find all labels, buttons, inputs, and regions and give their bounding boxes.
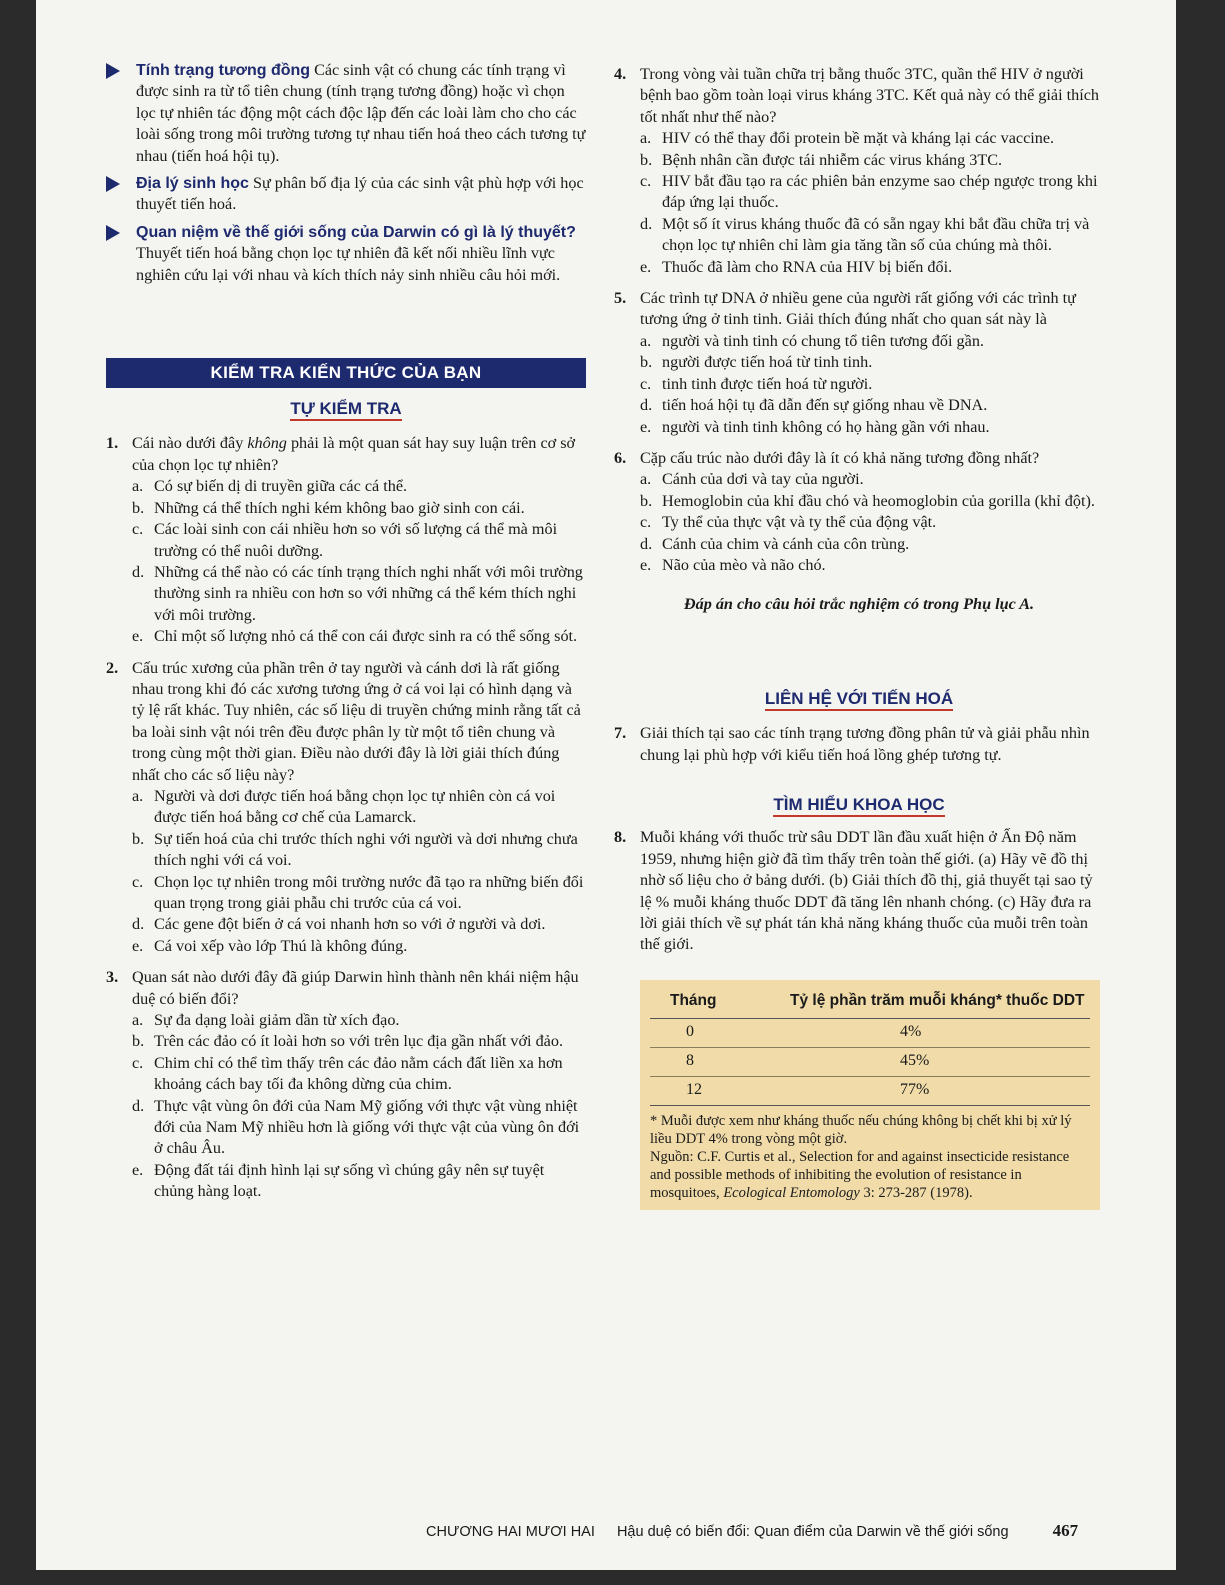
answer-option: b. Trên các đảo có ít loài hơn so với trên lục địa gần nhất với đảo. [132,1032,563,1051]
question-3: 3. Quan sát nào dưới đây đã giúp Darwin hình thành nên khái niệm hậu duệ có biến đổi? a. Sự đa dạng loài giảm dần từ xích đạo. b. Trên các đảo có ít loài hơn so với trên lục địa gần nhất với đảo. c. Chim chỉ có thể tìm thấy trên các đảo nằm cách đất liền xa hơn khoảng cách bay tối đa không dừng của chim. d. Thực vật vùng ôn đới của Nam Mỹ giống với thực vật vùng nhiệt đới của Nam Mỹ nhiều hơn là giống với thực vật của vùng ôn đới ở châu Âu. e. Động đất tái định hình lại sự sống vì chúng gây nên sự tuyệt chủng hàng loạt. [106,967,586,1202]
answer-option: e. Não của mèo và não chó. [640,555,826,574]
cell-month: 12 [650,1076,790,1105]
bullet-triangle-icon [106,225,120,241]
cell-percent: 77% [790,1076,1090,1105]
answer-option: c. HIV bắt đầu tạo ra các phiên bản enzyme sao chép ngược trong khi đáp ứng lại thuốc. [640,172,1098,212]
answer-option: b. Hemoglobin của khỉ đầu chó và heomoglobin của gorilla (khỉ đột). [640,491,1095,510]
section-heading-self-test: TỰ KIỂM TRA [106,398,586,419]
answer-option: a. Có sự biến dị di truyền giữa các cá thể. [132,477,408,496]
question-4: 4. Trong vòng vài tuần chữa trị bằng thuốc 3TC, quần thể HIV ở người bệnh bao gồm toàn loại virus kháng 3TC. Kết quả này có thể giải thích tốt nhất như thế nào? a. HIV có thể thay đổi protein bề mặt và kháng lại các vaccine. b. Bệnh nhân cần được tái nhiễm các virus kháng 3TC. c. HIV bắt đầu tạo ra các phiên bản enzyme sao chép ngược trong khi đáp ứng lại thuốc. d. Một số ít virus kháng thuốc đã có sẵn ngay khi bắt đầu chữa trị và chọn lọc tự nhiên chỉ làm gia tăng tần số của chúng mà thôi. e. Thuốc đã làm cho RNA của HIV bị biến đổi. [614,64,1104,278]
answer-option: e. Thuốc đã làm cho RNA của HIV bị biến đổi. [640,257,953,276]
answer-option: b. Bệnh nhân cần được tái nhiễm các virus kháng 3TC. [640,150,1003,169]
answer-option: c. tinh tinh được tiến hoá từ người. [640,374,873,393]
answer-option: c. Chim chỉ có thể tìm thấy trên các đảo nằm cách đất liền xa hơn khoảng cách bay tối đa không dừng của chim. [132,1053,563,1094]
answer-option: b. Những cá thể thích nghi kém không bao giờ sinh con cái. [132,498,525,517]
page-number: 467 [1052,1521,1079,1540]
summary-heading: Địa lý sinh học [136,175,249,193]
answer-option: c. Chọn lọc tự nhiên trong môi trường nước đã tạo ra những biến đổi quan trọng trong giải phẫu chi trước của cá voi. [132,872,584,912]
question-stem: Muỗi kháng với thuốc trừ sâu DDT lần đầu xuất hiện ở Ấn Độ năm 1959, nhưng hiện giờ đã tìm thấy trên toàn thế giới. (a) Hãy vẽ đồ thị nhờ số liệu cho ở bảng dưới. (b) Giải thích đồ thị, giả thuyết tại sao tỷ lệ % muỗi kháng thuốc DDT đã tăng lên nhanh chóng. (c) Hãy đưa ra lời giải thích về sự phát tán khả năng kháng thuốc của muỗi trên toàn thế giới. [640,828,1093,954]
column-header-percent: Tỷ lệ phần trăm muỗi kháng* thuốc DDT [790,988,1090,1019]
cell-percent: 45% [790,1047,1090,1076]
answer-option: c. Các loài sinh con cái nhiều hơn so với số lượng cá thể mà môi trường có thể nuôi dưỡng. [132,520,558,560]
answer-key-note: Đáp án cho câu hỏi trắc nghiệm có trong Phụ lục A. [683,595,1035,614]
bullet-triangle-icon [106,176,120,192]
question-stem: Quan sát nào dưới đây đã giúp Darwin hình thành nên khái niệm hậu duệ có biến đổi? [132,968,579,1008]
answer-option: b. Sự tiến hoá của chi trước thích nghi với người và dơi nhưng chưa thích nghi với cá voi. [132,829,578,870]
answer-option: d. Thực vật vùng ôn đới của Nam Mỹ giống với thực vật vùng nhiệt đới của Nam Mỹ nhiều hơn là giống với thực vật của vùng ôn đới ở châu Âu. [132,1096,580,1158]
table-source: Nguồn: C.F. Curtis et al., Selection for and against insecticide resistance and possible methods of inhibiting the evolution of resistance in mosquitoes, Ecological Entomology 3: 273-287 (1978). [650,1148,1070,1201]
question-2: 2. Cấu trúc xương của phần trên ở tay người và cánh dơi là rất giống nhau trong khi đó các xương tương ứng ở cá voi lại có hình dạng và tỷ lệ rất khác. Tuy nhiên, các số liệu di truyền chứng minh rằng tất cả ba loài sinh vật nói trên đều được phân ly từ một tổ tiên chung và trong cùng một thời gian. Điều nào dưới đây là lời giải thích đúng nhất cho các số liệu này? a. Người và dơi được tiến hoá bằng chọn lọc tự nhiên còn cá voi được tiến hoá bằng cơ chế của Lamarck. b. Sự tiến hoá của chi trước thích nghi với người và dơi nhưng chưa thích nghi với cá voi. c. Chọn lọc tự nhiên trong môi trường nước đã tạo ra những biến đổi quan trọng trong giải phẫu chi trước của cá voi. d. Các gene đột biến ở cá voi nhanh hơn so với ở người và dơi. e. Cá voi xếp vào lớp Thú là không đúng. [106,658,586,958]
question-stem: Cấu trúc xương của phần trên ở tay người và cánh dơi là rất giống nhau trong khi đó các xương tương ứng ở cá voi lại có hình dạng và tỷ lệ rất khác. Tuy nhiên, các số liệu di truyền chứng minh rằng tất cả ba loài sinh vật nói trên đều được phân ly từ một tổ tiên chung và trong cùng một thời gian. Điều nào dưới đây là lời giải thích đúng nhất cho các số liệu này? [132,658,581,784]
answer-option: a. Cánh của dơi và tay của người. [640,470,864,489]
question-stem: Cái nào dưới đây không phải là một quan sát hay suy luận trên cơ sở của chọn lọc tự nhiên? [132,434,576,474]
answer-option: d. Các gene đột biến ở cá voi nhanh hơn so với ở người và dơi. [132,915,546,934]
summary-item [106,60,586,167]
answer-option: b. người được tiến hoá từ tinh tinh. [640,353,873,372]
cell-month: 8 [650,1047,790,1076]
column-header-month: Tháng [650,988,790,1019]
question-stem: Trong vòng vài tuần chữa trị bằng thuốc 3TC, quần thể HIV ở người bệnh bao gồm toàn loại virus kháng 3TC. Kết quả này có thể giải thích tốt nhất như thế nào? [640,65,1099,126]
answer-option: a. Sự đa dạng loài giảm dần từ xích đạo. [132,1011,400,1030]
ddt-resistance-table-box [640,980,1100,1210]
table-row [650,1018,1090,1047]
question-list-left [106,433,586,1202]
summary-list [106,60,586,286]
question-stem: Giải thích tại sao các tính trạng tương đồng phân tử và giải phẫu nhìn chung lại phù hợp với kiểu tiến hoá lồng ghép tương tự. [640,724,1090,764]
question-5: 5. Các trình tự DNA ở nhiều gene của người rất giống với các trình tự tương ứng ở tinh tinh. Giải thích đúng nhất cho quan sát này là a. người và tinh tinh có chung tổ tiên tương đối gần. b. người được tiến hoá từ tinh tinh. c. tinh tinh được tiến hoá từ người. d. tiến hoá hội tụ đã dẫn đến sự giống nhau về DNA. e. người và tinh tinh không có họ hàng gần với nhau. [614,288,1104,438]
answer-option: a. Người và dơi được tiến hoá bằng chọn lọc tự nhiên còn cá voi được tiến hoá bằng cơ chế của Lamarck. [132,786,556,827]
answer-option: d. Cánh của chim và cánh của côn trùng. [640,534,910,553]
answer-option: c. Ty thể của thực vật và ty thể của động vật. [640,513,937,532]
answer-option: e. người và tinh tinh không có họ hàng gần với nhau. [640,417,990,436]
summary-item [106,173,586,216]
answer-option: a. HIV có thể thay đổi protein bề mặt và kháng lại các vaccine. [640,129,1055,148]
answer-option: d. Một số ít virus kháng thuốc đã có sẵn ngay khi bắt đầu chữa trị và chọn lọc tự nhiên chỉ làm gia tăng tần số của chúng mà thôi. [640,214,1090,255]
ddt-resistance-table [650,988,1090,1106]
question-list-right [614,64,1104,576]
answer-option: e. Cá voi xếp vào lớp Thú là không đúng. [132,936,408,955]
left-column [106,0,586,1203]
cell-month: 0 [650,1018,790,1047]
table-row [650,1076,1090,1105]
table-footnote: * Muỗi được xem như kháng thuốc nếu chúng không bị chết khi bị xử lý liều DDT 4% trong vòng một giờ. [650,1112,1072,1147]
footer-title: Hậu duệ có biến đổi: Quan điểm của Darwin về thế giới sống [616,1524,1009,1540]
section-heading-science: TÌM HIỂU KHOA HỌC [614,794,1104,815]
review-banner: KIỂM TRA KIẾN THỨC CỦA BẠN [106,358,586,388]
answer-option: a. người và tinh tinh có chung tổ tiên tương đối gần. [640,331,984,350]
cell-percent: 4% [790,1018,1090,1047]
page-footer [426,1520,1126,1543]
summary-text: Sự phân bố địa lý của các sinh vật phù hợp với học thuyết tiến hoá. [136,174,584,214]
answer-option: e. Chỉ một số lượng nhỏ cá thể con cái được sinh ra có thể sống sót. [132,627,578,646]
question-stem: Cặp cấu trúc nào dưới đây là ít có khả năng tương đồng nhất? [640,448,1040,467]
textbook-page [36,0,1176,1570]
bullet-triangle-icon [106,63,120,79]
summary-heading: Tính trạng tương đồng [136,62,311,79]
summary-text: Thuyết tiến hoá bằng chọn lọc tự nhiên đã kết nối nhiều lĩnh vực nghiên cứu lại với nhau và kích thích nảy sinh nhiều câu hỏi mới. [136,244,561,284]
table-row [650,1047,1090,1076]
question-7: 7. Giải thích tại sao các tính trạng tương đồng phân tử và giải phẫu nhìn chung lại phù hợp với kiểu tiến hoá lồng ghép tương tự. [614,723,1104,766]
footer-chapter: CHƯƠNG HAI MƯƠI HAI [426,1524,595,1540]
right-column [614,0,1104,1210]
answer-option: d. tiến hoá hội tụ đã dẫn đến sự giống nhau về DNA. [640,396,988,415]
answer-option: e. Động đất tái định hình lại sự sống vì chúng gây nên sự tuyệt chủng hàng loạt. [132,1160,545,1201]
summary-heading: Quan niệm về thế giới sống của Darwin có gì là lý thuyết? [136,223,576,241]
summary-text: Các sinh vật có chung các tính trạng vì được sinh ra từ tổ tiên chung (tính trạng tương đồng) hoặc vì chọn lọc tự nhiên tác động một cách độc lập đến các loài làm cho cho các loài sống trong môi trường tương tự nhau tiến hoá theo cách tương tự nhau (tiến hoá hội tụ). [136,61,586,165]
question-1: 1. Cái nào dưới đây không phải là một quan sát hay suy luận trên cơ sở của chọn lọc tự nhiên? a. Có sự biến dị di truyền giữa các cá thể. b. Những cá thể thích nghi kém không bao giờ sinh con cái. c. Các loài sinh con cái nhiều hơn so với số lượng cá thể mà môi trường có thể nuôi dưỡng. d. Những cá thể nào có các tính trạng thích nghi nhất với môi trường thường sinh ra nhiều con hơn so với những cá thể kém thích nghi với môi trường. e. Chỉ một số lượng nhỏ cá thể con cái được sinh ra có thể sống sót. [106,433,586,647]
summary-item [106,222,586,286]
question-stem: Các trình tự DNA ở nhiều gene của người rất giống với các trình tự tương ứng ở tinh tinh. Giải thích đúng nhất cho quan sát này là [640,289,1076,329]
question-6: 6. Cặp cấu trúc nào dưới đây là ít có khả năng tương đồng nhất? a. Cánh của dơi và tay của người. b. Hemoglobin của khỉ đầu chó và heomoglobin của gorilla (khỉ đột). c. Ty thể của thực vật và ty thể của động vật. d. Cánh của chim và cánh của côn trùng. e. Não của mèo và não chó. [614,448,1104,576]
question-8: 8. Muỗi kháng với thuốc trừ sâu DDT lần đầu xuất hiện ở Ấn Độ năm 1959, nhưng hiện giờ đã tìm thấy trên toàn thế giới. (a) Hãy vẽ đồ thị nhờ số liệu cho ở bảng dưới. (b) Giải thích đồ thị, giả thuyết tại sao tỷ lệ % muỗi kháng thuốc DDT đã tăng lên nhanh chóng. (c) Hãy đưa ra lời giải thích về sự phát tán khả năng kháng thuốc của muỗi trên toàn thế giới. [614,827,1104,955]
section-heading-evolution: LIÊN HỆ VỚI TIẾN HOÁ [614,688,1104,709]
answer-option: d. Những cá thể nào có các tính trạng thích nghi nhất với môi trường thường sinh ra nhiều con hơn so với những cá thể kém thích nghi với môi trường. [132,562,583,624]
